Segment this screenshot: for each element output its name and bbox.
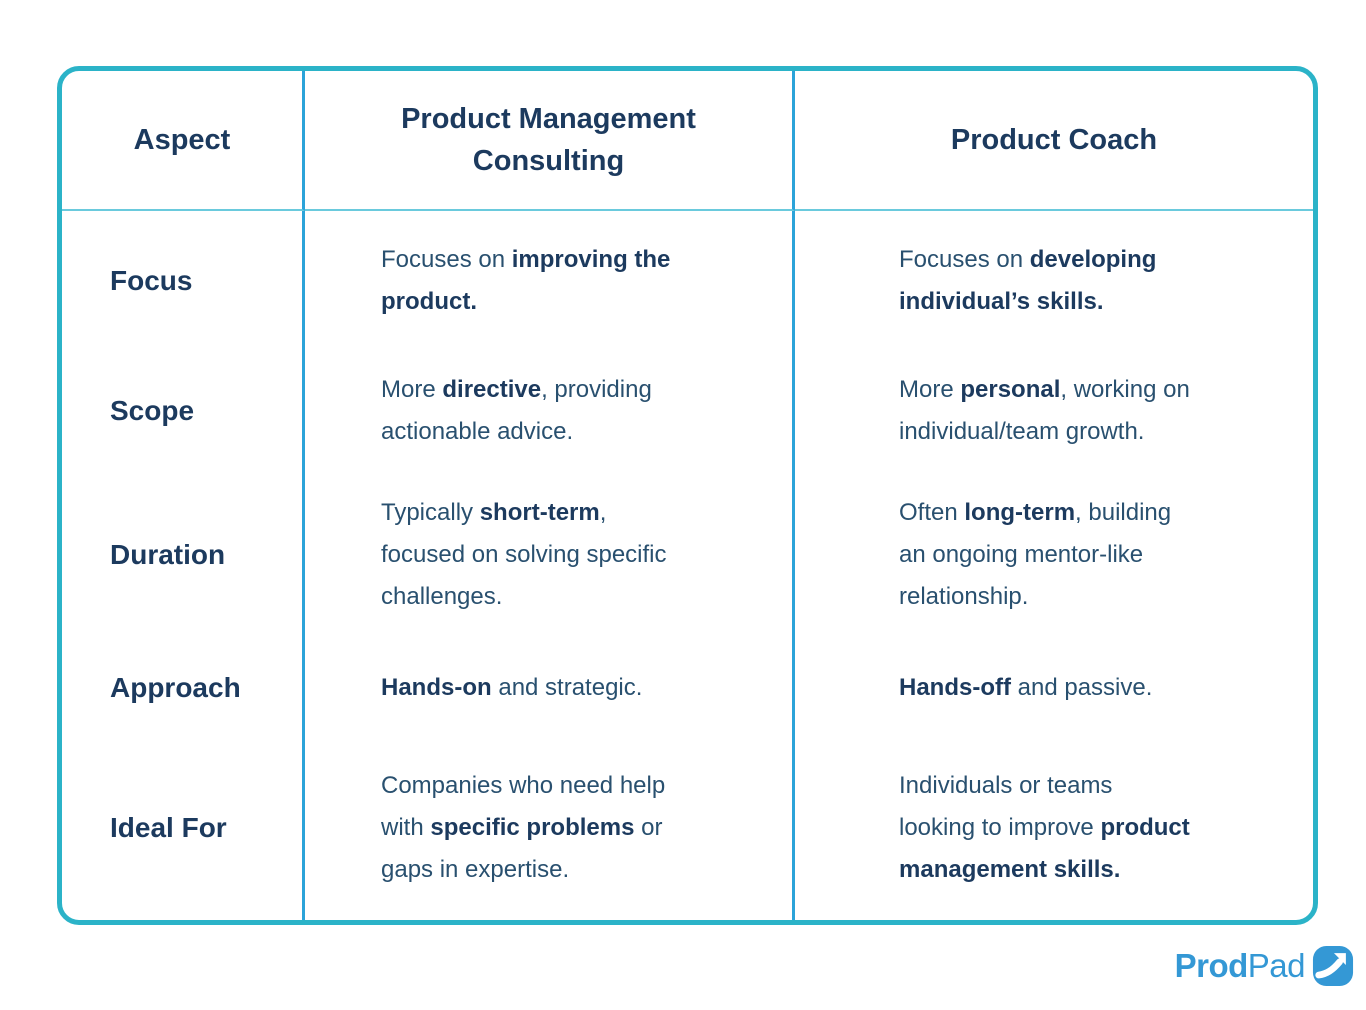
- text-line: Focuses on developing: [899, 246, 1157, 273]
- text-line: Companies who need help: [381, 771, 666, 799]
- text-line: gaps in expertise.: [381, 855, 570, 883]
- aspect-label: [62, 735, 305, 920]
- aspect-label: [62, 640, 305, 735]
- text-line: looking to improve product: [899, 813, 1190, 841]
- header-coach: [795, 71, 1313, 211]
- text-line: More personal, working on: [899, 375, 1190, 403]
- aspect-label-text: Focus: [110, 265, 193, 296]
- text-line: challenges.: [381, 583, 503, 610]
- logo-text-prod: Prod: [1174, 947, 1248, 984]
- coach-cell: [795, 211, 1313, 351]
- text-line: individual/team growth.: [899, 417, 1145, 445]
- aspect-label-text: Approach: [110, 671, 241, 703]
- coach-cell: [795, 640, 1313, 735]
- coach-cell: [795, 470, 1313, 640]
- prodpad-logo-text: [1175, 947, 1305, 985]
- header-consulting-text: Product Management Consulting: [401, 103, 696, 177]
- text-line: Individuals or teams: [899, 771, 1113, 799]
- consulting-cell: [305, 640, 795, 735]
- coach-cell: [795, 351, 1313, 470]
- aspect-label: [62, 211, 305, 351]
- header-aspect-text: Aspect: [133, 124, 231, 156]
- text-line: an ongoing mentor-like: [899, 541, 1144, 568]
- aspect-label-text: Ideal For: [110, 811, 227, 843]
- prodpad-logo: [1175, 942, 1354, 990]
- text-line: Often long-term, building: [899, 499, 1172, 526]
- logo-text-pad: Pad: [1247, 947, 1305, 984]
- aspect-label: [62, 351, 305, 470]
- consulting-cell: [305, 470, 795, 640]
- consulting-cell: [305, 735, 795, 920]
- comparison-table-grid: [62, 71, 1313, 920]
- header-consulting: [305, 71, 795, 211]
- comparison-table: [57, 66, 1318, 925]
- header-aspect: [62, 71, 305, 211]
- aspect-label-text: Duration: [110, 539, 226, 570]
- consulting-cell: [305, 351, 795, 470]
- aspect-label-text: Scope: [110, 394, 195, 426]
- text-line: relationship.: [899, 583, 1029, 610]
- text-line: product.: [381, 288, 477, 315]
- text-line: More directive, providing: [381, 375, 652, 403]
- text-line: Hands-off and passive.: [899, 673, 1153, 701]
- text-line: with specific problems or: [381, 813, 663, 841]
- header-coach-text: Product Coach: [950, 124, 1158, 156]
- aspect-label: [62, 470, 305, 640]
- text-line: focused on solving specific: [381, 541, 667, 568]
- text-line: individual’s skills.: [899, 288, 1104, 315]
- text-line: Typically short-term,: [381, 499, 607, 526]
- consulting-cell: [305, 211, 795, 351]
- text-line: Hands-on and strategic.: [381, 673, 643, 701]
- text-line: Focuses on improving the: [381, 246, 671, 273]
- arrow-up-right-icon: [1312, 945, 1354, 987]
- text-line: management skills.: [899, 855, 1121, 883]
- coach-cell: [795, 735, 1313, 920]
- text-line: actionable advice.: [381, 417, 574, 445]
